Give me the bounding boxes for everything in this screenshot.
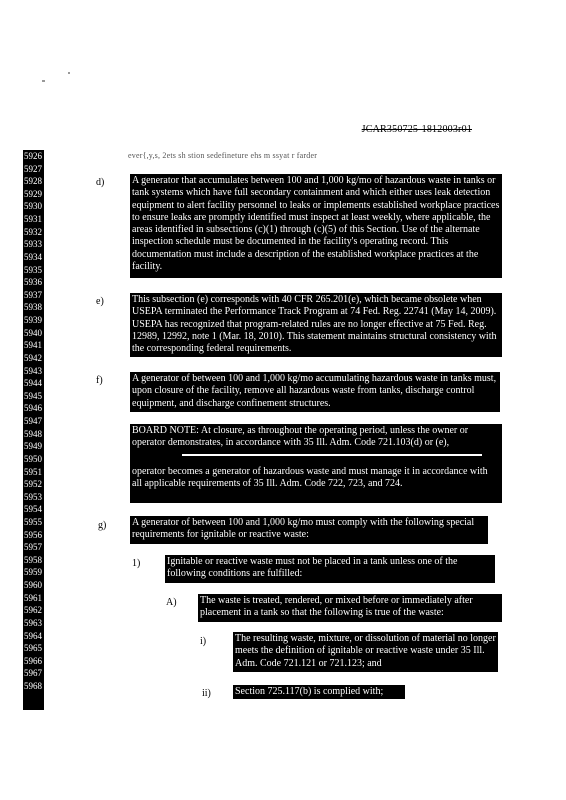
line-number: 5934	[24, 251, 42, 262]
line-number: 5965	[24, 643, 42, 654]
line-number: 5937	[24, 289, 42, 300]
line-number: 5960	[24, 580, 42, 591]
line-number: 5930	[24, 201, 42, 212]
line-number: 5950	[24, 453, 42, 464]
board-note-part-b: operator becomes a generator of hazardous waste and must manage it in accordance with all applicable requirements of 35 Ill. Adm. Code 722, 723, and 724.	[132, 466, 488, 490]
section-label-1: 1)	[132, 558, 141, 569]
scan-speck	[68, 72, 70, 74]
section-f-body: A generator of between 100 and 1,000 kg/mo accumulating hazardous waste in tanks must, upon closure of the facility, remove all hazardous waste from tanks, discharge control equipment, and discharge confinement structures.	[132, 373, 497, 409]
scan-speck	[42, 80, 45, 82]
section-A-body: The waste is treated, rendered, or mixed before or immediately after placement in a tank so that the following is true of the waste:	[200, 595, 473, 619]
line-number: 5942	[24, 352, 42, 363]
line-number: 5957	[24, 542, 42, 553]
line-number: 5956	[24, 529, 42, 540]
line-number: 5958	[24, 554, 42, 565]
line-number: 5954	[24, 504, 42, 515]
line-number: 5952	[24, 479, 42, 490]
section-ii-text	[233, 685, 405, 699]
line-number: 5941	[24, 340, 42, 351]
line-number: 5939	[24, 315, 42, 326]
line-number: 5947	[24, 416, 42, 427]
line-number: 5968	[24, 681, 42, 692]
section-label-e: e)	[96, 296, 104, 307]
section-f-text	[130, 372, 500, 412]
line-number: 5931	[24, 214, 42, 225]
section-e-text	[130, 293, 502, 357]
line-number: 5967	[24, 668, 42, 679]
section-ii-body: Section 725.117(b) is complied with;	[235, 686, 384, 697]
board-note-part-a: BOARD NOTE: At closure, as throughout the operating period, unless the owner or operator demonstrates, in accordance with 35 Ill. Adm. Code 721.103(d) or (e),	[132, 425, 469, 449]
section-1-text	[165, 555, 495, 583]
line-number: 5929	[24, 188, 42, 199]
line-number: 5951	[24, 466, 42, 477]
section-label-d: d)	[96, 177, 105, 188]
section-label-A: A)	[166, 597, 177, 608]
redaction-line	[182, 454, 482, 456]
line-number: 5945	[24, 390, 42, 401]
section-g-text	[130, 516, 488, 544]
line-number: 5966	[24, 655, 42, 666]
line-number: 5926	[24, 151, 42, 161]
line-number: 5962	[24, 605, 42, 616]
line-number: 5963	[24, 617, 42, 628]
line-number: 5953	[24, 491, 42, 502]
line-number: 5961	[24, 592, 42, 603]
board-note	[130, 424, 502, 503]
faint-heading-line: ever{,y,s, 2ets sh stion sedefineture ehs m ssyat r farder	[128, 151, 318, 160]
section-i-text	[233, 632, 498, 672]
section-e-body: This subsection (e) corresponds with 40 CFR 265.201(e), which became obsolete when USEPA terminated the Performance Track Program at 74 Fed. Reg. 22741 (May 14, 2009). USEPA has recognized that program-related rules are no longer effective at 75 Fed. Reg. 12989, 12992, note 1 (Mar. 18, 2010). This statement maintains structural consistency with the corresponding federal requirements.	[132, 294, 497, 355]
line-number: 5932	[24, 226, 42, 237]
section-label-ii: ii)	[202, 688, 211, 699]
section-1-body: Ignitable or reactive waste must not be placed in a tank unless one of the following conditions are fulfilled:	[167, 556, 458, 580]
line-number: 5940	[24, 327, 42, 338]
section-d-text	[130, 174, 502, 278]
line-number: 5959	[24, 567, 42, 578]
line-number: 5948	[24, 428, 42, 439]
line-number: 5928	[24, 176, 42, 187]
line-number: 5964	[24, 630, 42, 641]
section-g-body: A generator of between 100 and 1,000 kg/mo must comply with the following special requirements for ignitable or reactive waste:	[132, 517, 475, 541]
document-id: JCAR350725-1812003r01	[361, 124, 472, 135]
line-number: 5944	[24, 378, 42, 389]
section-i-body: The resulting waste, mixture, or dissolution of material no longer meets the definition of ignitable or reactive waste under 35 Ill. Adm. Code 721.121 or 721.123; and	[235, 633, 496, 669]
line-number: 5946	[24, 403, 42, 414]
section-label-f: f)	[96, 375, 103, 386]
line-number: 5936	[24, 277, 42, 288]
line-number: 5955	[24, 516, 42, 527]
line-number: 5927	[24, 163, 42, 174]
line-number: 5949	[24, 441, 42, 452]
section-label-g: g)	[98, 520, 107, 531]
line-number: 5933	[24, 239, 42, 250]
line-number: 5935	[24, 264, 42, 275]
line-number: 5938	[24, 302, 42, 313]
section-A-text	[198, 594, 502, 622]
line-number: 5943	[24, 365, 42, 376]
section-label-i: i)	[200, 636, 207, 647]
section-d-body: A generator that accumulates between 100 and 1,000 kg/mo of hazardous waste in tanks or tank systems which have full secondary containment and which either uses leak detection equipment to alert facility personnel to leaks or implements established workplace practices to ensure leaks are promptly identified must inspect at least weekly, where applicable, the areas identified in subsections (c)(1) through (c)(5) of this Section. Use of the alternate inspection schedule must be documented in the facility's operating record. This documentation must include a description of the established workplace practices at the facility.	[132, 175, 500, 273]
